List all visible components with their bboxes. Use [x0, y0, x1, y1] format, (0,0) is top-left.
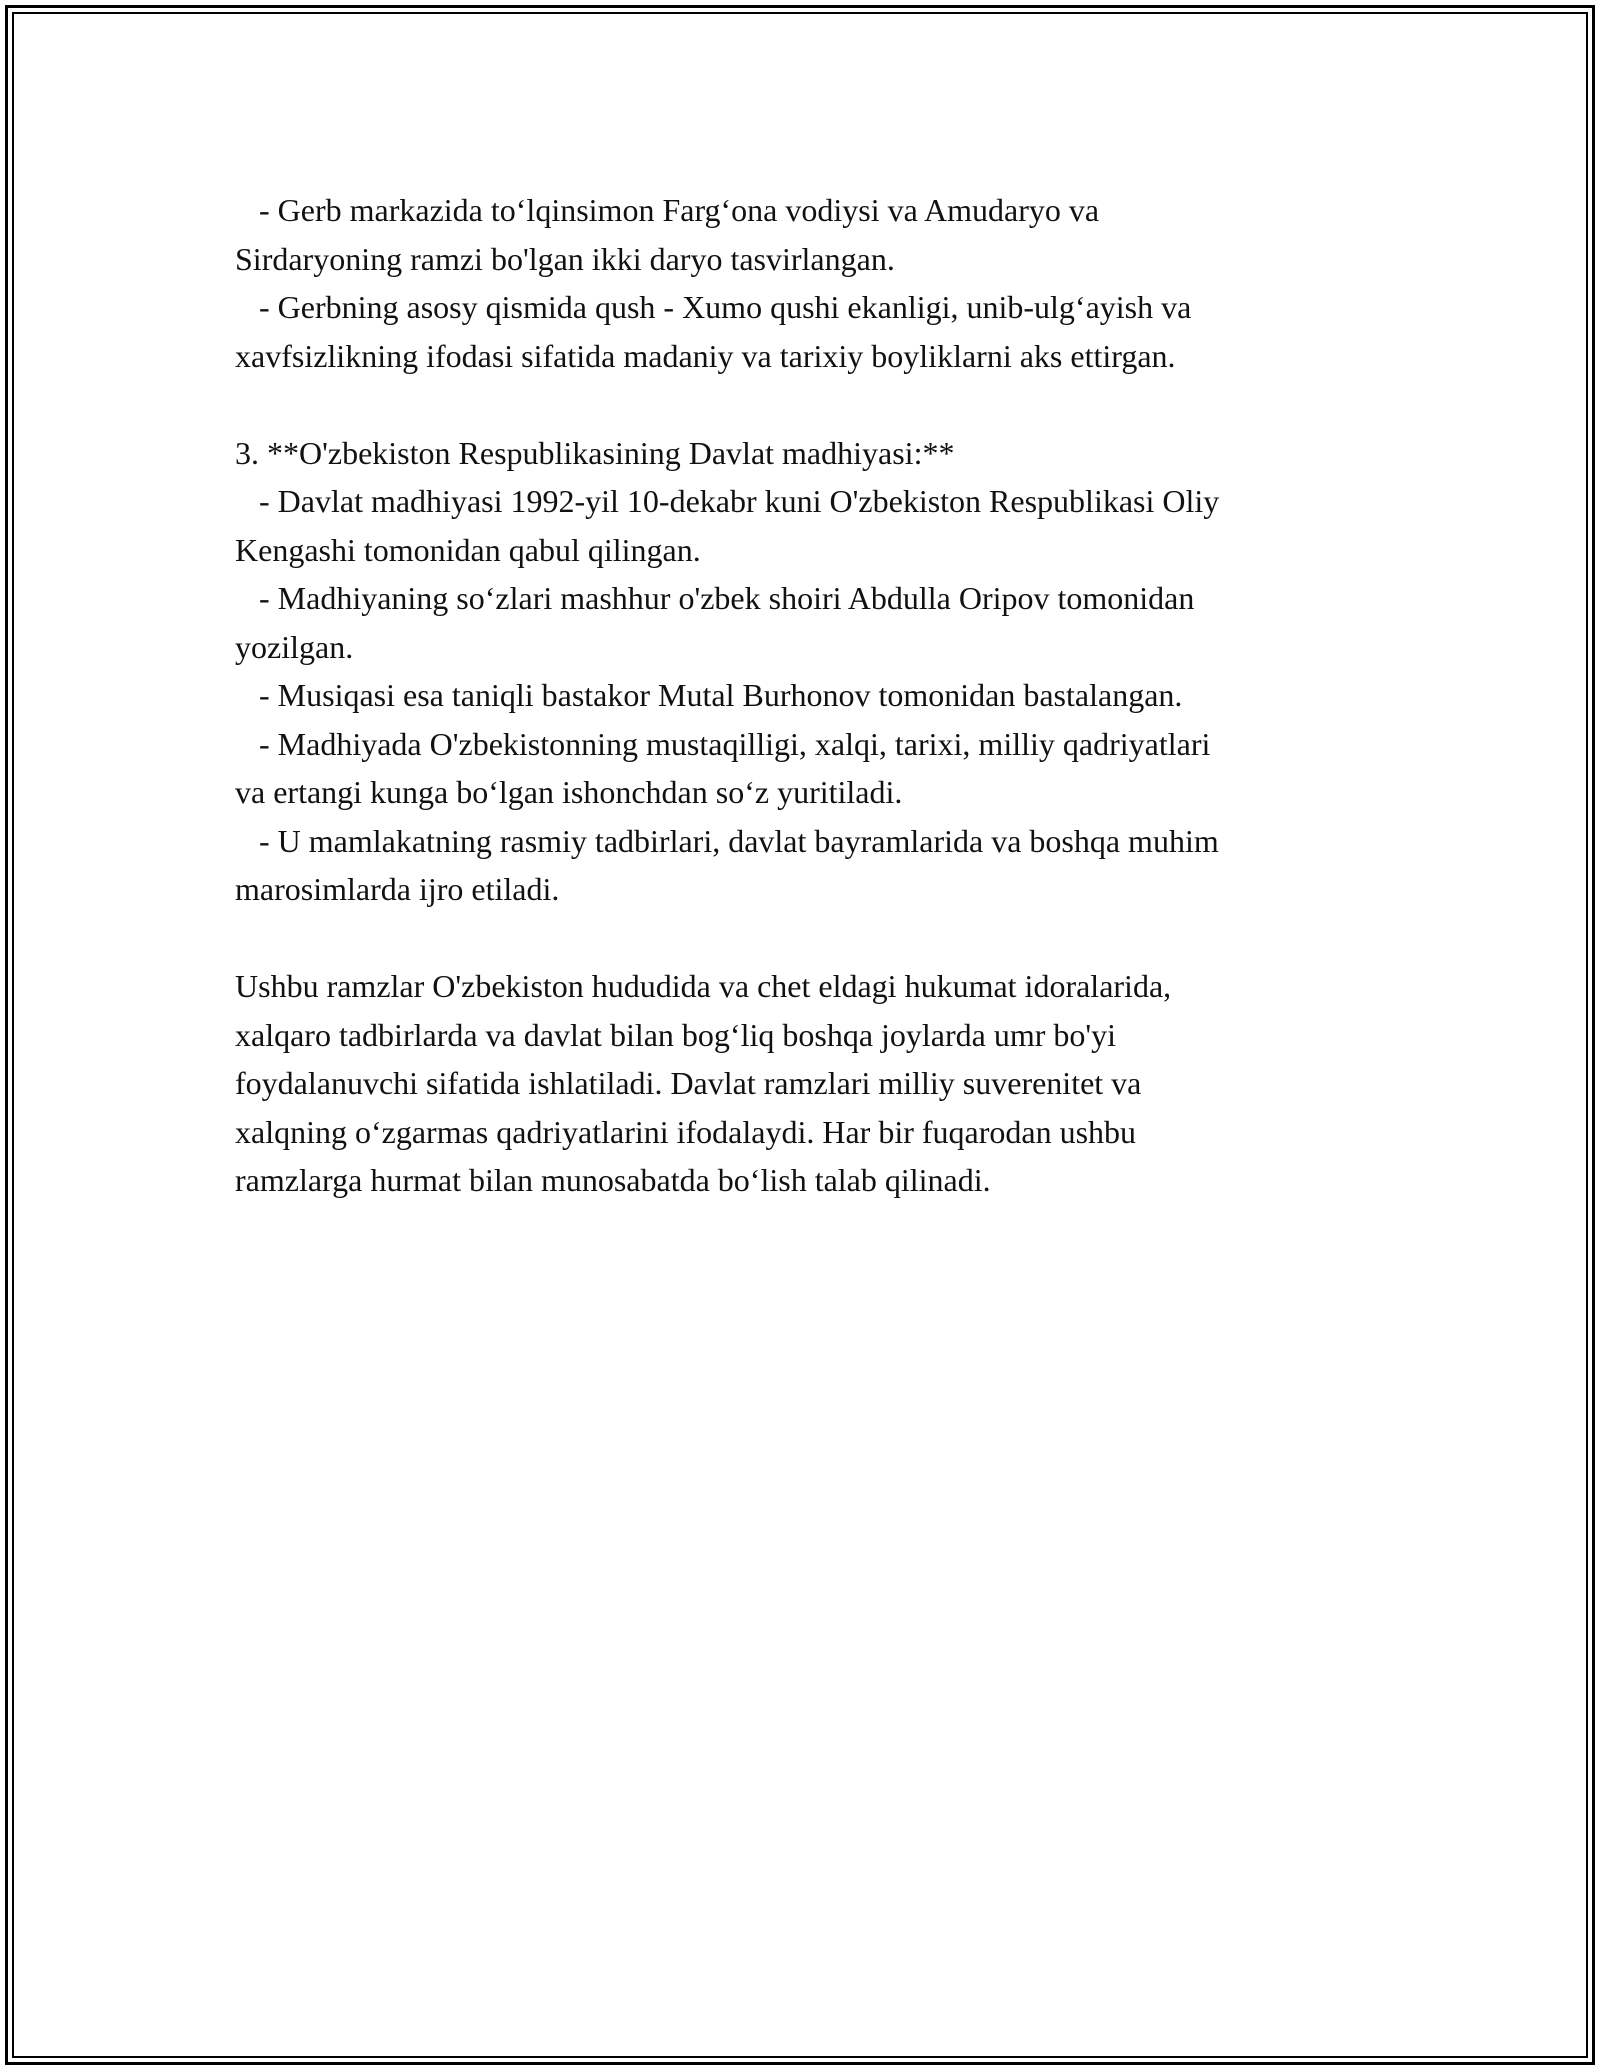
- paragraph-madhiya-section: [235, 429, 1375, 914]
- section-heading: 3. **O'zbekiston Respublikasining Davlat madhiyasi:**: [235, 434, 955, 471]
- text-line: marosimlarda ijro etiladi.: [235, 871, 560, 907]
- paragraph-spacer: [235, 380, 1375, 429]
- document-page: [235, 186, 1375, 1205]
- paragraph-conclusion: [235, 962, 1375, 1205]
- text-line: - Madhiyada O'zbekistonning mustaqilligi, xalqi, tarixi, milliy qadriyatlari: [235, 725, 1211, 762]
- text-line: - Davlat madhiyasi 1992-yil 10-dekabr kuni O'zbekiston Respublikasi Oliy: [235, 483, 1220, 519]
- text-line: - Madhiyaning so‘zlari mashhur o'zbek shoiri Abdulla Oripov tomonidan: [235, 580, 1195, 616]
- text-line: xalqaro tadbirlarda va davlat bilan bog‘liq boshqa joylarda umr bo'yi: [235, 1016, 1117, 1053]
- text-line: Sirdaryoning ramzi bo'lgan ikki daryo tasvirlangan.: [235, 240, 895, 277]
- paragraph-gerb-details: [235, 186, 1375, 380]
- text-line: va ertangi kunga bo‘lgan ishonchdan so‘z yuritiladi.: [235, 774, 903, 810]
- text-line: yozilgan.: [235, 628, 354, 665]
- text-line: foydalanuvchi sifatida ishlatiladi. Davlat ramzlari milliy suverenitet va: [235, 1065, 1142, 1101]
- text-line: - U mamlakatning rasmiy tadbirlari, davlat bayramlarida va boshqa muhim: [235, 822, 1219, 859]
- text-line: - Gerbning asosy qismida qush - Xumo qushi ekanligi, unib-ulg‘ayish va: [235, 289, 1192, 325]
- text-line: ramzlarga hurmat bilan munosabatda bo‘lish talab qilinadi.: [235, 1162, 991, 1198]
- text-line: xavfsizlikning ifodasi sifatida madaniy va tarixiy boyliklarni aks ettirgan.: [235, 337, 1176, 374]
- text-line: Kengashi tomonidan qabul qilingan.: [235, 531, 701, 568]
- text-line: - Gerb markazida to‘lqinsimon Farg‘ona vodiysi va Amudaryo va: [235, 192, 1100, 228]
- text-line: xalqning o‘zgarmas qadriyatlarini ifodalaydi. Har bir fuqarodan ushbu: [235, 1113, 1137, 1150]
- text-line: - Musiqasi esa taniqli bastakor Mutal Burhonov tomonidan bastalangan.: [235, 677, 1183, 713]
- paragraph-spacer: [235, 914, 1375, 963]
- text-line: Ushbu ramzlar O'zbekiston hududida va chet eldagi hukumat idoralarida,: [235, 968, 1172, 1004]
